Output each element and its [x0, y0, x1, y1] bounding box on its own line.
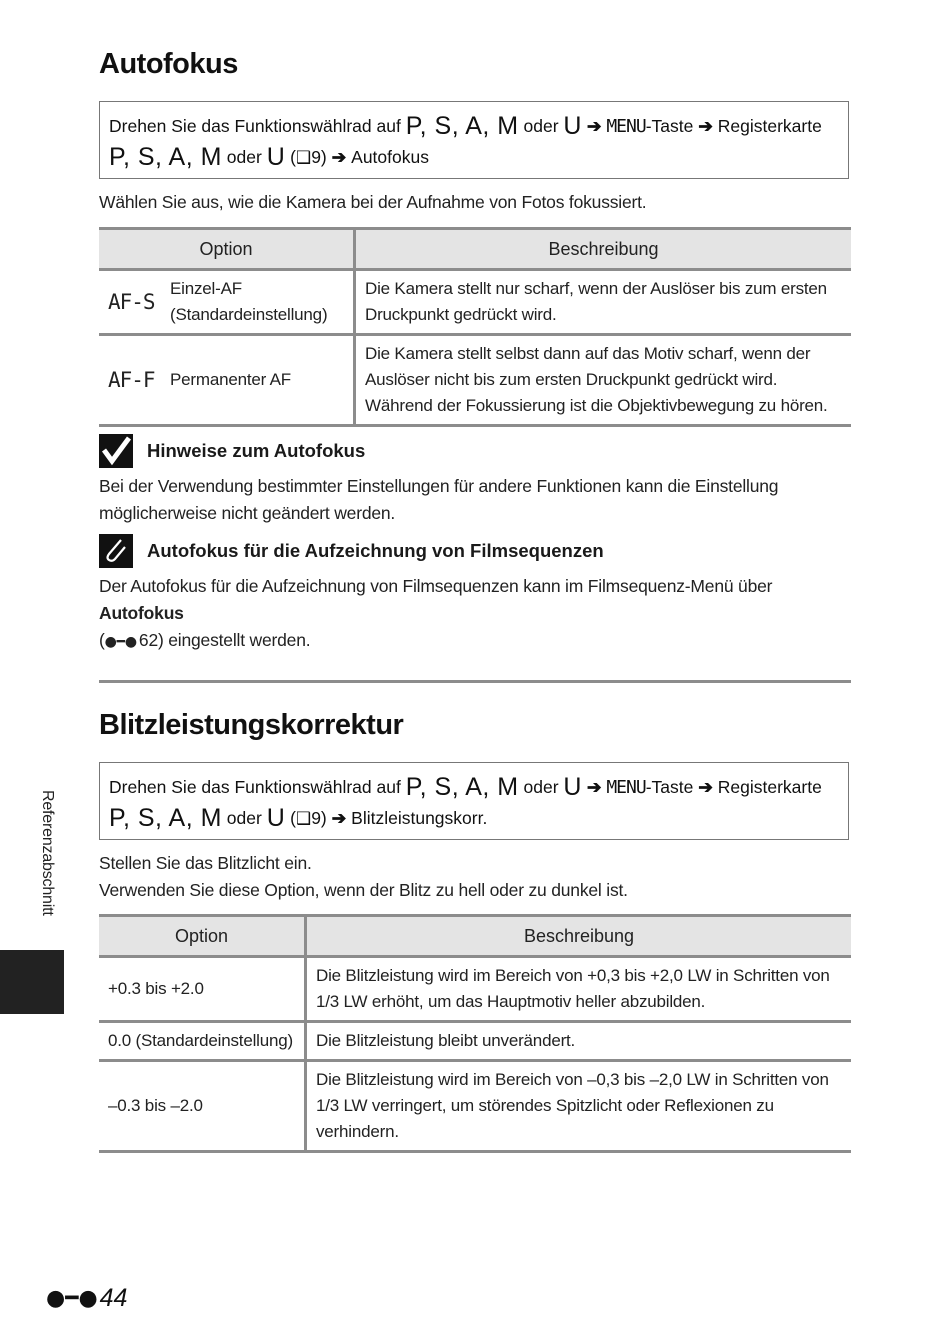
menu-item-name: Autofokus: [351, 147, 429, 167]
page-footer: [46, 1284, 127, 1313]
section-divider: [99, 680, 851, 683]
option-label: [170, 276, 327, 328]
menu-path-text: Drehen Sie das Funktionswählrad auf: [109, 777, 406, 797]
oder-text: oder: [221, 808, 267, 828]
mode-u: U: [266, 804, 286, 832]
table-row: [99, 270, 851, 335]
autofokus-table: [99, 227, 851, 427]
mode-list: P, S, A, M: [109, 143, 222, 171]
mode-u: U: [563, 112, 582, 140]
section-tab-marker: [0, 950, 64, 1014]
section-title-autofokus: Autofokus: [99, 48, 238, 80]
section-tab-label: Referenzabschnitt: [39, 790, 56, 916]
mode-list: P, S, A, M: [405, 773, 519, 801]
registerkarte-text: Registerkarte: [717, 116, 822, 136]
header-description: Beschreibung: [306, 916, 852, 957]
mode-list: P, S, A, M: [109, 804, 222, 832]
arrow-icon: ➔: [693, 116, 718, 136]
check-icon: [99, 434, 133, 468]
menu-path-box-autofokus: [99, 101, 849, 179]
note-text-pre: Der Autofokus für die Aufzeichnung von Filmsequenzen kann im Filmsequenz-Menü über: [99, 576, 773, 596]
note-text-bold: Autofokus: [99, 603, 184, 623]
blitz-table: [99, 914, 851, 1153]
option-description: Die Blitzleistung wird im Bereich von –0,3 bis –2,0 LW in Schritten von 1/3 LW verringert, um störendes Spitzlicht oder Reflexionen zu verhindern.: [306, 1061, 852, 1152]
header-description: Beschreibung: [355, 229, 852, 270]
oder-text: oder: [221, 147, 267, 167]
header-option: Option: [99, 916, 306, 957]
registerkarte-text: Registerkarte: [717, 777, 822, 797]
arrow-icon: ➔: [581, 116, 607, 136]
book-icon: ❑: [295, 809, 312, 829]
table-row: [99, 957, 851, 1022]
note-text: Bei der Verwendung bestimmter Einstellungen für andere Funktionen kann die Einstellung möglicherweise nicht geändert werden.: [99, 476, 779, 523]
menu-item-name: Blitzleistungskorr.: [351, 808, 488, 828]
table-row: [99, 335, 851, 426]
header-option: Option: [99, 229, 355, 270]
taste-text: -Taste: [645, 116, 694, 136]
oder-text: oder: [518, 777, 564, 797]
af-f-icon: AF-F: [108, 368, 155, 392]
mode-list: P, S, A, M: [405, 112, 519, 140]
option-value: 0.0 (Standardeinstellung): [99, 1022, 306, 1061]
menu-path-text: Drehen Sie das Funktionswählrad auf: [109, 116, 406, 136]
option-label-line1: Permanenter AF: [170, 370, 291, 389]
option-description: Die Kamera stellt selbst dann auf das Motiv scharf, wenn der Auslöser nicht bis zum ersten Druckpunkt gedrückt wird. Während der Fokussierung ist die Objektivbewegung zu hören.: [355, 335, 852, 426]
intro-text-line2: Verwenden Sie diese Option, wenn der Blitz zu hell oder zu dunkel ist.: [99, 880, 628, 900]
intro-text: Wählen Sie aus, wie die Kamera bei der Aufnahme von Fotos fokussiert.: [99, 192, 647, 212]
menu-path-box-blitz: [99, 762, 849, 840]
option-value: +0.3 bis +2.0: [99, 957, 306, 1022]
e-reference-icon: ●━●: [46, 1286, 98, 1311]
note-title: Autofokus für die Aufzeichnung von Filmsequenzen: [147, 540, 604, 561]
mode-u: U: [563, 773, 582, 801]
option-value: –0.3 bis –2.0: [99, 1061, 306, 1152]
oder-text: oder: [518, 116, 564, 136]
book-icon: ❑: [295, 148, 312, 168]
section-title-blitzleistungskorrektur: Blitzleistungskorrektur: [99, 709, 404, 741]
menu-button-label: MENU: [606, 777, 646, 798]
arrow-icon: ➔: [693, 777, 718, 797]
af-s-icon: AF-S: [108, 290, 155, 314]
option-description: Die Blitzleistung bleibt unverändert.: [306, 1022, 852, 1061]
mode-u: U: [266, 143, 286, 171]
taste-text: -Taste: [645, 777, 694, 797]
paperclip-icon: [99, 534, 133, 568]
table-row: [99, 1061, 851, 1152]
note-title: Hinweise zum Autofokus: [147, 440, 366, 461]
option-description: Die Blitzleistung wird im Bereich von +0,3 bis +2,0 LW in Schritten von 1/3 LW erhöht, um das Hauptmotiv heller abzubilden.: [306, 957, 852, 1022]
option-label-line2: (Standardeinstellung): [170, 305, 328, 324]
note-heading: [99, 534, 604, 568]
note-text: [99, 573, 849, 656]
page-number: 44: [99, 1284, 128, 1312]
note-text-ref: 62) eingestellt werden.: [138, 630, 311, 650]
page-ref: 9): [311, 808, 327, 828]
e-reference-icon: ●━●: [104, 634, 137, 650]
option-label-line1: Einzel-AF: [170, 279, 242, 298]
table-row: [99, 1022, 851, 1061]
arrow-icon: ➔: [326, 147, 352, 167]
option-description: Die Kamera stellt nur scharf, wenn der Auslöser bis zum ersten Druckpunkt gedrückt wird.: [355, 270, 852, 335]
ref-open: (: [285, 808, 296, 828]
note-text-open: (: [99, 630, 105, 650]
menu-button-label: MENU: [606, 116, 646, 137]
arrow-icon: ➔: [581, 777, 607, 797]
note-heading: [99, 434, 365, 468]
arrow-icon: ➔: [326, 808, 352, 828]
ref-open: (: [285, 147, 296, 167]
page-ref: 9): [311, 147, 327, 167]
intro-text-line1: Stellen Sie das Blitzlicht ein.: [99, 853, 312, 873]
